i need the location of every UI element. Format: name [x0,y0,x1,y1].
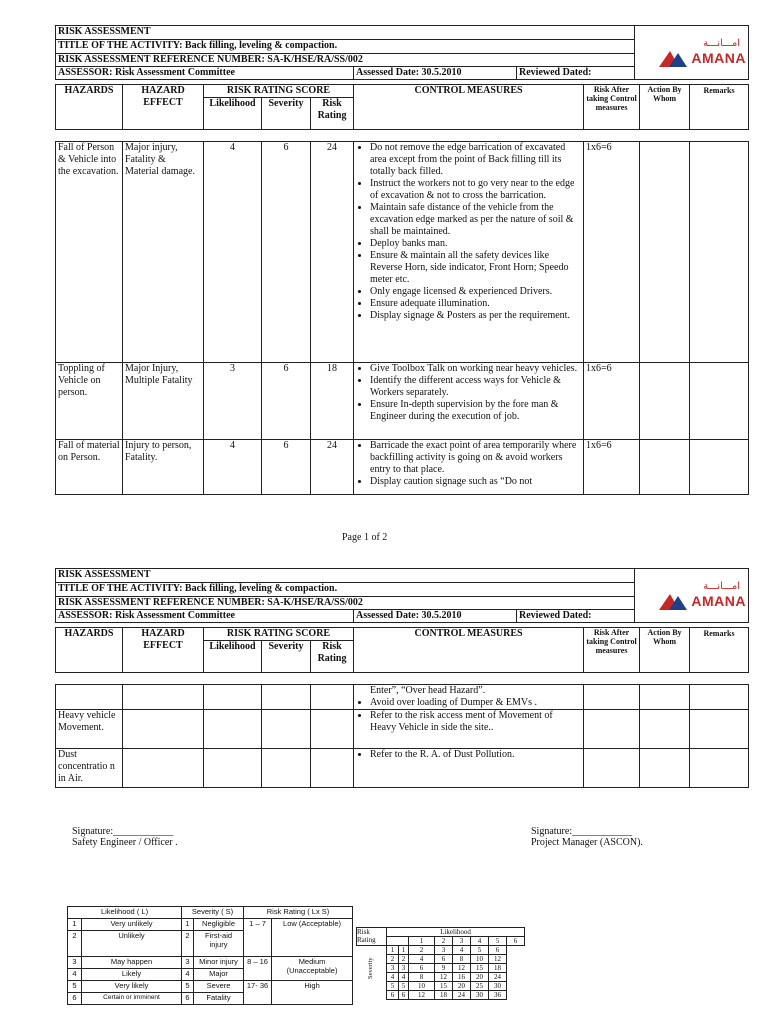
rating-cell [311,749,354,788]
list-item: • Maintain safe distance of the vehicle from the excavation edge marked as per the nature of soil & shall be maintained. [370,202,581,238]
list-item: • Ensure In-depth supervision by the fore man & Engineer during the execution of job. [370,399,581,423]
col-remarks: Remarks [690,628,749,673]
legend-head-likelihood: Likelihood ( L) [68,907,182,919]
matrix-cell: 1 [387,946,399,955]
col-action-by: Action By Whom [640,85,690,130]
activity-title: TITLE OF THE ACTIVITY: Back filling, leveling & compaction. [56,40,635,54]
risk-after-cell: 1x6=6 [584,142,640,363]
legend-num: 6 [68,993,82,1005]
list-item: • Identify the different access ways for Vehicle & Workers separately. [370,375,581,399]
remarks-cell [690,363,749,440]
matrix-cell: 12 [409,991,435,1000]
list-item: • Display caution signage such as “Do not [370,476,581,488]
amana-logo-icon [659,592,689,610]
effect-cell [123,749,204,788]
hazard-cell: Heavy vehicle Movement. [56,710,123,749]
page2-header [55,568,749,623]
col-risk-rating-score: RISK RATING SCORE [204,628,354,641]
signature-left [72,826,178,848]
col-hazard-effect: HAZARD EFFECT [123,85,204,130]
risk-assessment-heading: RISK ASSESSMENT [56,569,635,583]
action-by-cell [640,710,690,749]
col-risk-after: Risk After taking Control measures [584,85,640,130]
legend-range-low: 1 – 7 [244,919,272,957]
legend-num: 2 [182,931,194,957]
hazard-cell: Fall of Person & Vehicle into the excavation. [56,142,123,363]
control-measures-cell [354,710,584,749]
risk-after-cell [584,749,640,788]
table-row [56,749,749,788]
list-item: • Only engage licensed & experienced Drivers. [370,286,581,298]
risk-after-cell [584,710,640,749]
action-by-cell [640,685,690,710]
logo [635,569,749,623]
matrix-cell: 4 [453,946,471,955]
action-by-cell [640,142,690,363]
col-risk-rating-score: RISK RATING SCORE [204,85,354,98]
control-measures-cell [354,440,584,495]
severity-cell: 6 [262,440,311,495]
page1-header [55,25,749,80]
legend-likelihood: Very unlikely [82,919,182,931]
likelihood-cell [204,749,262,788]
col-hazards: HAZARDS [56,85,123,130]
list-item: • Avoid over loading of Dumper & EMVs . [370,697,581,709]
matrix-cell: 4 [387,973,399,982]
likelihood-cell [204,710,262,749]
matrix-cell: 3 [399,964,409,973]
matrix-cell: 5 [387,982,399,991]
list-item: • Instruct the workers not to go very near to the edge of excavation & not to cross the barrication. [370,178,581,202]
effect-cell: Major injury, Fatality & Material damage. [123,142,204,363]
risk-matrix [356,927,525,1000]
risk-after-cell [584,685,640,710]
severity-cell [262,710,311,749]
col-risk-after: Risk After taking Control measures [584,628,640,673]
list-item: • Do not remove the edge barrication of excavated area except from the point of Back filling till its totally back filled. [370,142,581,178]
matrix-severity-label: Severity [367,957,375,979]
matrix-col-head: 1 [409,937,435,946]
legend-severity: Negligible [194,919,244,931]
risk-legend-table [67,906,353,1005]
severity-cell [262,685,311,710]
matrix-cell: 2 [399,955,409,964]
matrix-col-head: 6 [507,937,525,946]
matrix-col-head: 3 [453,937,471,946]
action-by-cell [640,363,690,440]
legend-severity: Major [194,969,244,981]
matrix-cell: 4 [399,973,409,982]
page1-column-header [55,84,749,130]
matrix-cell: 6 [387,991,399,1000]
legend-severity: Minor injury [194,957,244,969]
legend-num: 4 [182,969,194,981]
remarks-cell [690,685,749,710]
severity-cell: 6 [262,363,311,440]
reference-number: RISK ASSESSMENT REFERENCE NUMBER: SA-K/HSE/RA/SS/002 [56,54,635,67]
rating-cell: 18 [311,363,354,440]
likelihood-cell: 4 [204,142,262,363]
matrix-cell: 16 [453,973,471,982]
legend-num: 1 [68,919,82,931]
legend-num: 6 [182,993,194,1005]
effect-cell: Injury to person, Fatality. [123,440,204,495]
legend-num: 1 [182,919,194,931]
legend-label-high: High [272,981,353,1005]
page2-body [55,684,749,788]
effect-cell [123,710,204,749]
risk-after-cell: 1x6=6 [584,363,640,440]
matrix-cell: 6 [409,964,435,973]
legend-num: 3 [68,957,82,969]
legend-likelihood: Unlikely [82,931,182,957]
hazard-cell: Fall of material on Person. [56,440,123,495]
hazard-cell: Toppling of Vehicle on person. [56,363,123,440]
legend-likelihood: Likely [82,969,182,981]
signature-line: Signature:____________ [72,826,174,837]
logo-arabic-text: امـــانـــة [703,580,740,592]
matrix-cell: 4 [409,955,435,964]
table-row [56,710,749,749]
legend-severity: First-aid injury [194,931,244,957]
rating-cell: 24 [311,142,354,363]
col-risk-rating: Risk Rating [311,641,354,673]
hazard-cell: Dust concentratio n in Air. [56,749,123,788]
matrix-cell: 12 [489,955,507,964]
col-hazard-effect: HAZARD EFFECT [123,628,204,673]
matrix-cell: 5 [471,946,489,955]
matrix-cell: 6 [489,946,507,955]
list-item: • Refer to the risk access ment of Movement of Heavy Vehicle in side the site.. [370,710,581,734]
remarks-cell [690,749,749,788]
remarks-cell [690,710,749,749]
col-risk-rating: Risk Rating [311,98,354,130]
list-item: • Refer to the R. A. of Dust Pollution. [370,749,581,761]
legend-head-severity: Severity ( S) [182,907,244,919]
matrix-cell: 30 [489,982,507,991]
col-severity: Severity [262,641,311,673]
rating-cell [311,710,354,749]
signature-role: Project Manager (ASCON). [531,837,643,848]
matrix-cell: 6 [435,955,453,964]
continuation-text: Enter”, “Over head Hazard”. [370,685,486,696]
matrix-cell: 2 [409,946,435,955]
control-measures-cell [354,749,584,788]
severity-cell: 6 [262,142,311,363]
legend-label-low: Low (Acceptable) [272,919,353,957]
table-row [56,685,749,710]
logo-name: AMANA [691,49,746,66]
matrix-cell: 20 [471,973,489,982]
legend-range-medium: 8 – 16 [244,957,272,981]
likelihood-cell: 3 [204,363,262,440]
legend-range-high: 17- 36 [244,981,272,1005]
list-item: • Deploy banks man. [370,238,581,250]
reference-number: RISK ASSESSMENT REFERENCE NUMBER: SA-K/HSE/RA/SS/002 [56,597,635,610]
control-measures-cell [354,685,584,710]
risk-after-cell: 1x6=6 [584,440,640,495]
legend-num: 5 [182,981,194,993]
matrix-cell: 24 [453,991,471,1000]
matrix-cell: 25 [471,982,489,991]
col-control-measures: CONTROL MEASURES [354,85,584,130]
remarks-cell [690,142,749,363]
assessor: ASSESSOR: Risk Assessment Committee [56,610,354,623]
logo [635,26,749,80]
logo-name: AMANA [691,592,746,609]
effect-cell [123,685,204,710]
assessed-date: Assessed Date: 30.5.2010 [354,610,517,623]
signature-role: Safety Engineer / Officer . [72,837,178,848]
page2-column-header [55,627,749,673]
control-measures-cell [354,142,584,363]
legend-num: 3 [182,957,194,969]
matrix-cell: 18 [435,991,453,1000]
table-row [56,440,749,495]
control-measures-cell [354,363,584,440]
matrix-cell: 20 [453,982,471,991]
likelihood-cell: 4 [204,440,262,495]
list-item: • Display signage & Posters as per the requirement. [370,310,581,322]
page-number: Page 1 of 2 [342,532,388,543]
table-row [56,363,749,440]
col-severity: Severity [262,98,311,130]
legend-severity: Severe [194,981,244,993]
effect-cell: Major Injury, Multiple Fatality [123,363,204,440]
likelihood-cell [204,685,262,710]
activity-title: TITLE OF THE ACTIVITY: Back filling, leveling & compaction. [56,583,635,597]
legend-num: 2 [68,931,82,957]
list-item: • Give Toolbox Talk on working near heavy vehicles. [370,363,581,375]
action-by-cell [640,440,690,495]
matrix-cell: 12 [453,964,471,973]
matrix-cell: 12 [435,973,453,982]
reviewed-date: Reviewed Dated: [517,610,635,623]
legend-num: 4 [68,969,82,981]
matrix-col-head: 5 [489,937,507,946]
matrix-risk-rating-label: Risk Rating [357,928,387,946]
rating-cell [311,685,354,710]
page1-body [55,141,749,495]
col-hazards: HAZARDS [56,628,123,673]
signature-line: Signature:____________ [531,826,633,837]
assessed-date: Assessed Date: 30.5.2010 [354,67,517,80]
matrix-cell: 10 [409,982,435,991]
amana-logo-icon [659,49,689,67]
matrix-cell: 15 [435,982,453,991]
matrix-cell: 30 [471,991,489,1000]
remarks-cell [690,440,749,495]
legend-num: 5 [68,981,82,993]
matrix-col-head: 2 [435,937,453,946]
matrix-cell: 6 [399,991,409,1000]
col-action-by: Action By Whom [640,628,690,673]
matrix-cell: 10 [471,955,489,964]
matrix-cell: 2 [387,955,399,964]
col-likelihood: Likelihood [204,641,262,673]
legend-likelihood: Very likely [82,981,182,993]
matrix-cell: 3 [387,964,399,973]
list-item: • Barricade the exact point of area temporarily where backfilling activity is going on & avoid workers entry to that place. [370,440,581,476]
legend-likelihood: Certain or imminent [82,993,182,1005]
legend-severity: Fatality [194,993,244,1005]
matrix-cell: 9 [435,964,453,973]
list-item: • Ensure adequate illumination. [370,298,581,310]
rating-cell: 24 [311,440,354,495]
action-by-cell [640,749,690,788]
matrix-cell: 18 [489,964,507,973]
matrix-cell: 3 [435,946,453,955]
list-item: • Ensure & maintain all the safety devices like Reverse Horn, side indicator, Front Horn; Speedo meter etc. [370,250,581,286]
matrix-cell: 5 [399,982,409,991]
matrix-likelihood-label: Likelihood [387,928,525,937]
col-control-measures: CONTROL MEASURES [354,628,584,673]
hazard-cell [56,685,123,710]
assessor: ASSESSOR: Risk Assessment Committee [56,67,354,80]
matrix-cell: 8 [409,973,435,982]
matrix-cell: 8 [453,955,471,964]
matrix-cell: 15 [471,964,489,973]
legend-likelihood: May happen [82,957,182,969]
logo-arabic-text: امـــانـــة [703,37,740,49]
matrix-cell: 36 [489,991,507,1000]
severity-cell [262,749,311,788]
matrix-cell: 24 [489,973,507,982]
col-likelihood: Likelihood [204,98,262,130]
risk-assessment-heading: RISK ASSESSMENT [56,26,635,40]
legend-head-rating: Risk Rating ( Lx S) [244,907,353,919]
matrix-cell: 1 [399,946,409,955]
matrix-col-head: 4 [471,937,489,946]
table-row [56,142,749,363]
reviewed-date: Reviewed Dated: [517,67,635,80]
signature-right [531,826,643,848]
col-remarks: Remarks [690,85,749,130]
legend-label-medium: Medium (Unacceptable) [272,957,353,981]
